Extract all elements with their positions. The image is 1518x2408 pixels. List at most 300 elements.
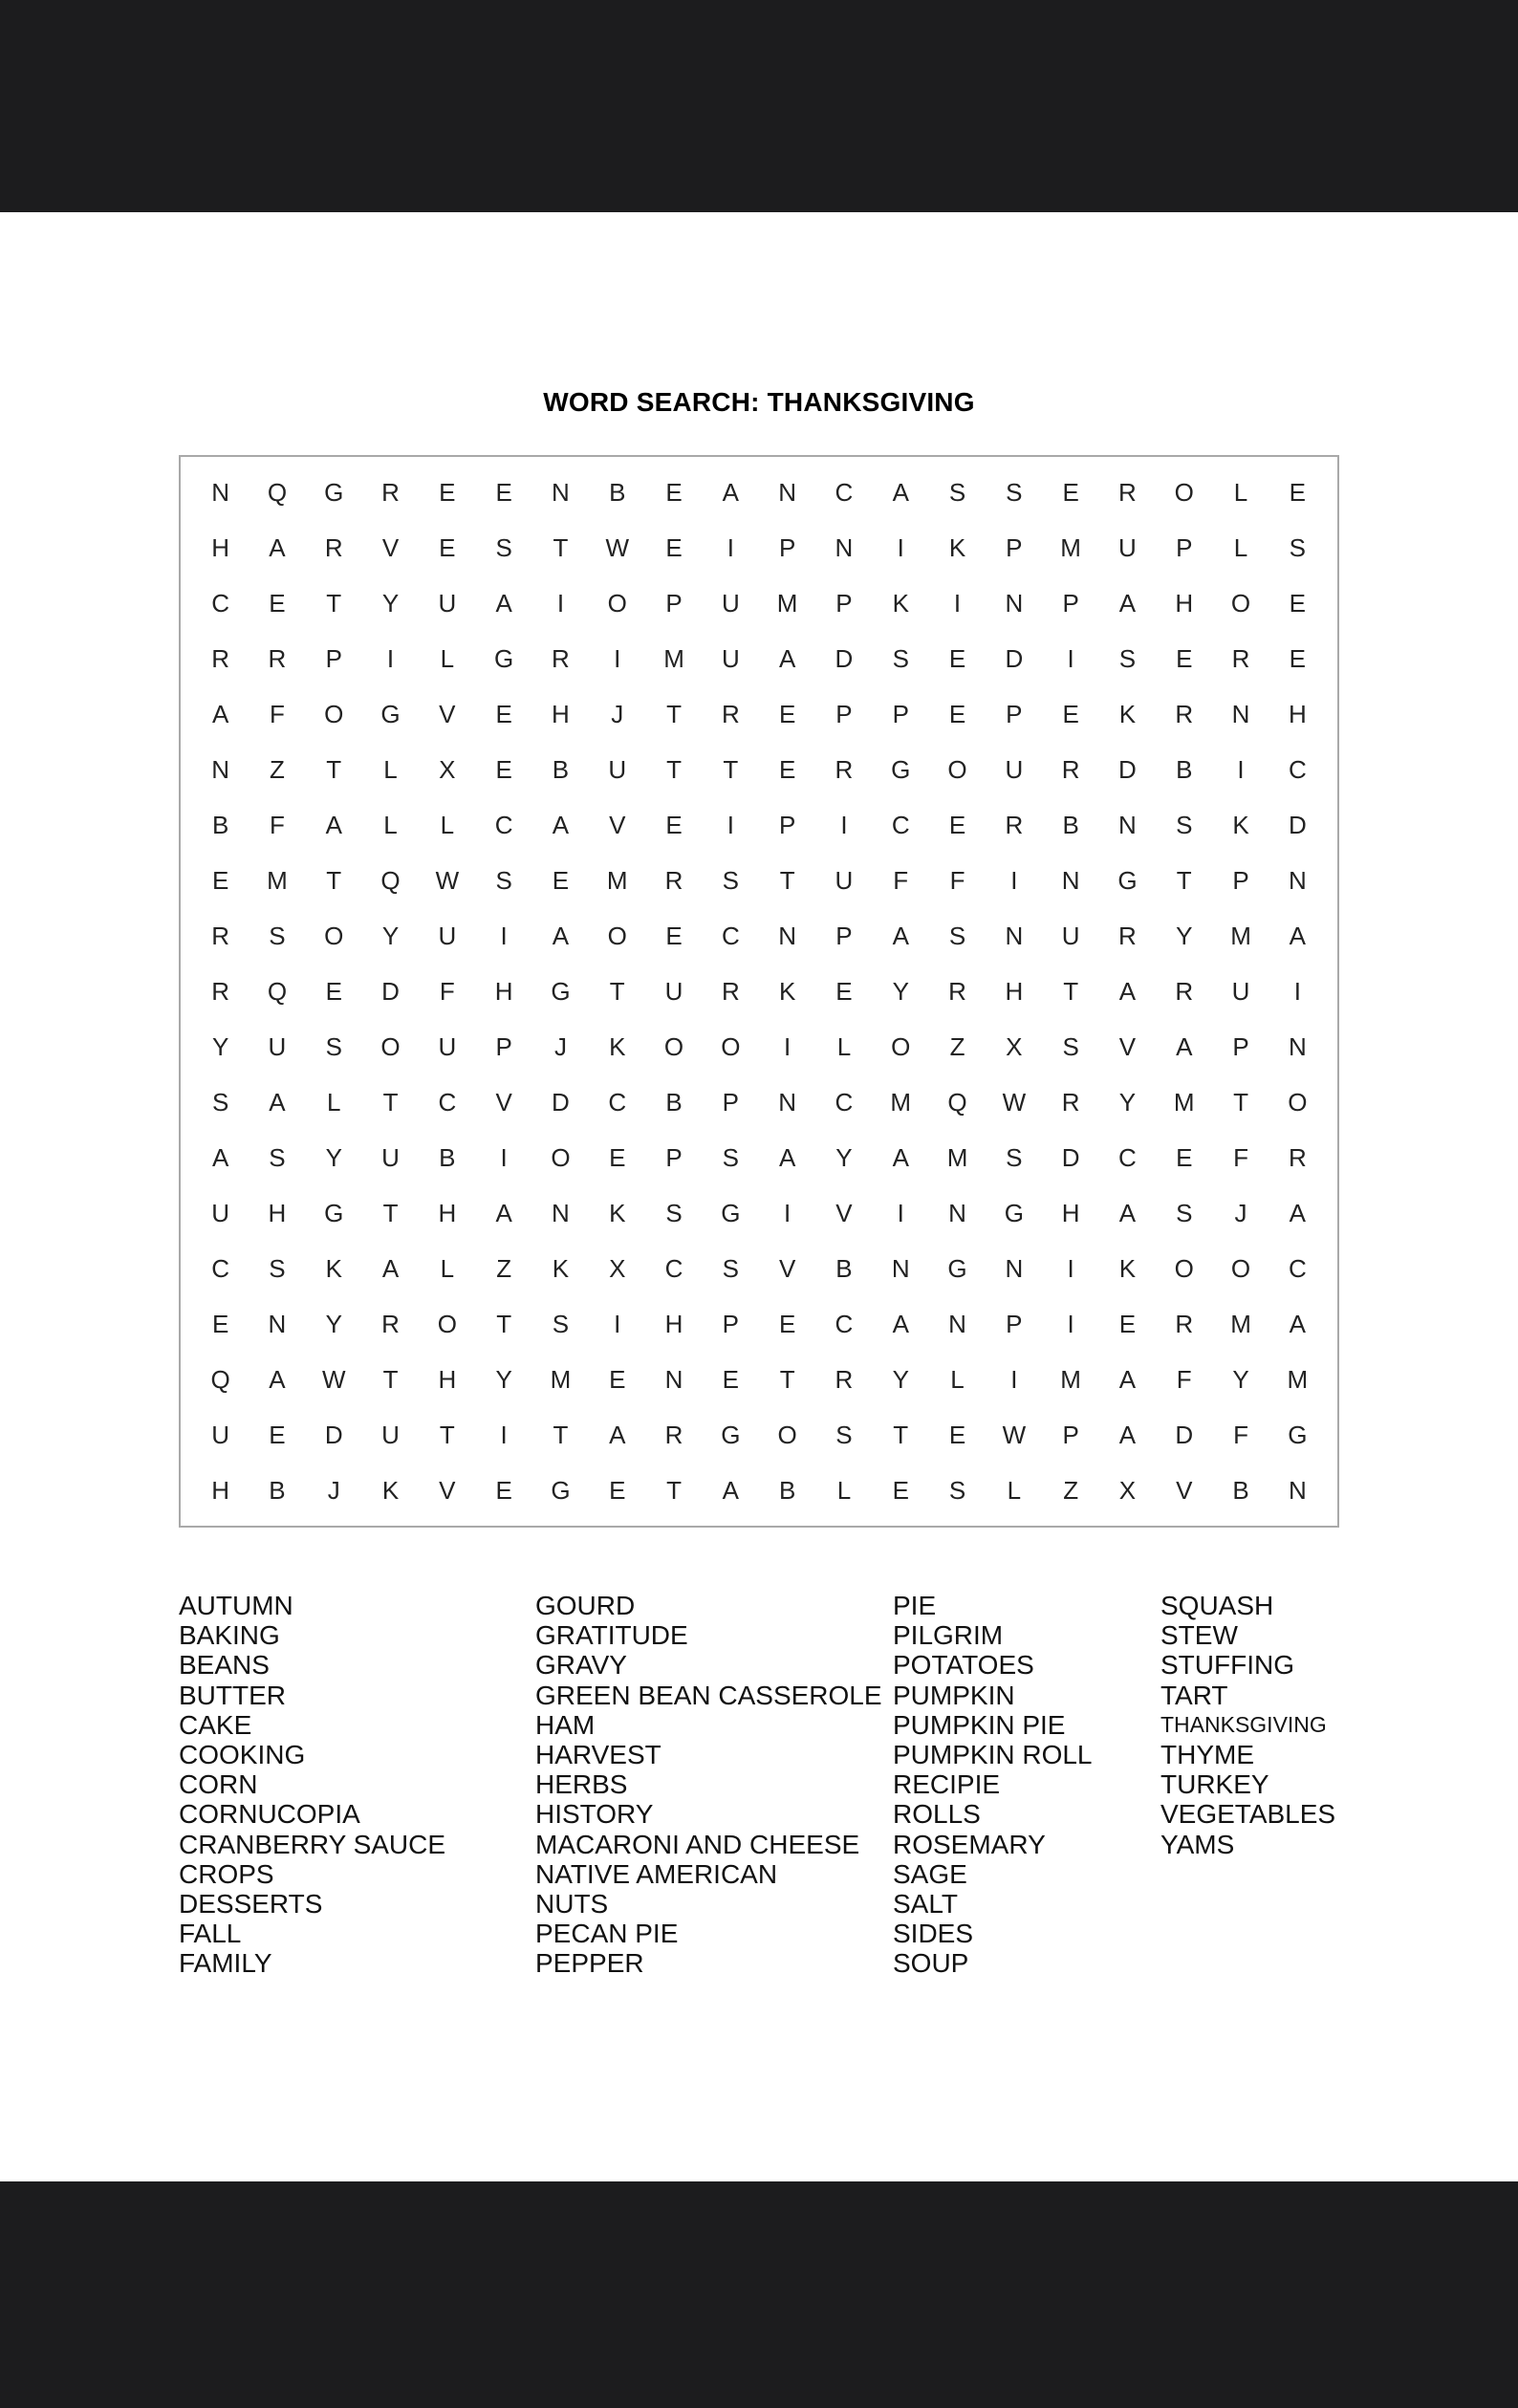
word-list-item: BEANS [179,1650,270,1681]
grid-letter: H [211,532,230,562]
grid-letter: S [269,1142,286,1172]
grid-letter: W [321,1364,346,1394]
grid-letter: M [663,643,684,673]
grid-letter: P [1232,1031,1249,1061]
grid-letter: R [721,699,740,728]
grid-letter: U [1005,754,1024,784]
grid-letter: G [551,1475,571,1505]
grid-letter: O [1230,1253,1251,1283]
grid-letter: R [211,643,230,673]
grid-letter: Y [892,976,909,1006]
grid-letter: I [1010,865,1018,895]
grid-letter: E [211,1309,229,1338]
grid-letter: T [496,1309,512,1338]
grid-letter: C [211,1253,230,1283]
word-list-item: SQUASH [1160,1591,1274,1620]
grid-letter: Z [949,1031,965,1061]
grid-letter: E [948,810,966,839]
grid-letter: U [268,1031,287,1061]
grid-letter: N [778,477,797,507]
grid-letter: R [381,1309,400,1338]
word-column-2 [535,1591,882,1979]
word-list-item: TART [1160,1680,1228,1710]
grid-letter: N [835,532,854,562]
grid-letter: N [1061,865,1080,895]
grid-letter: D [835,643,854,673]
grid-letter: U [721,588,740,618]
grid-letter: L [1233,477,1248,507]
grid-letter: R [835,1364,854,1394]
grid-letter: I [953,588,962,618]
grid-letter: R [552,643,570,673]
grid-letter: M [776,588,798,618]
word-list-item: PILGRIM [893,1620,1004,1651]
grid-letter: V [609,810,626,839]
grid-letter: N [1288,1031,1307,1061]
word-list-item: BUTTER [179,1680,286,1710]
grid-letter: E [835,976,853,1006]
grid-letter: X [1006,1031,1023,1061]
word-list-item: PUMPKIN [893,1680,1015,1710]
grid-letter: N [948,1198,966,1227]
bottom-black-bar [0,2181,1518,2408]
grid-letter: M [890,1087,912,1117]
grid-letter: N [268,1309,287,1338]
word-list-item: MACARONI AND CHEESE [535,1829,860,1859]
grid-letter: Q [947,1087,967,1117]
grid-letter: E [1289,643,1306,673]
word-list-item: ROSEMARY [893,1829,1046,1859]
grid-letter: Q [380,865,401,895]
grid-letter: P [892,699,909,728]
grid-letter: G [1288,1420,1308,1449]
grid-letter: P [835,699,853,728]
grid-letter: H [664,1309,683,1338]
grid-letter: T [382,1364,399,1394]
grid-letter: S [552,1309,570,1338]
grid-letter: N [1118,810,1137,839]
grid-letter: X [439,754,456,784]
word-list-item: CORNUCOPIA [179,1799,360,1830]
grid-letter: A [1118,976,1137,1006]
grid-letter: F [893,865,909,895]
grid-letter: R [721,976,740,1006]
grid-letter: S [948,1475,966,1505]
grid-letter: S [1176,1198,1193,1227]
grid-letter: H [438,1198,457,1227]
grid-letter: L [440,1253,455,1283]
grid-letter: S [948,921,966,950]
grid-letter: I [1067,643,1074,673]
grid-letter: O [1230,588,1251,618]
word-list-item: SAGE [893,1858,967,1889]
word-list-item: STUFFING [1160,1650,1294,1681]
grid-letter: M [1060,1364,1081,1394]
grid-letter: C [835,1087,854,1117]
word-list-item: CROPS [179,1858,274,1889]
grid-letter: O [1288,1087,1308,1117]
grid-letter: L [440,810,455,839]
grid-letter: R [211,976,230,1006]
word-column-1 [179,1591,445,1979]
grid-letter: E [552,865,570,895]
grid-letter: T [1176,865,1192,895]
word-list-item: FALL [179,1919,242,1949]
grid-letter: S [722,1253,739,1283]
grid-letter: I [726,532,734,562]
grid-letter: I [1293,976,1301,1006]
grid-letter: P [665,588,683,618]
grid-letter: R [1118,477,1137,507]
grid-letter: T [723,754,739,784]
grid-letter: O [380,1031,401,1061]
grid-letter: N [211,754,230,784]
grid-letter: C [835,477,854,507]
grid-letter: E [325,976,342,1006]
grid-letter: B [665,1087,683,1117]
grid-letter: C [1288,754,1307,784]
grid-letter: A [269,532,286,562]
grid-letter: Y [495,1364,512,1394]
grid-letter: T [666,699,682,728]
grid-letter: C [721,921,740,950]
grid-letter: E [778,699,796,728]
grid-letter: T [609,976,625,1006]
grid-letter: P [722,1309,739,1338]
grid-letter: A [892,921,909,950]
word-list-item: RECIPIE [893,1769,1001,1800]
grid-letter: M [1060,532,1081,562]
grid-letter: N [778,1087,797,1117]
grid-letter: R [1175,976,1194,1006]
word-list-item: TURKEY [1160,1769,1269,1800]
grid-letter: E [778,1309,796,1338]
grid-letter: A [269,1364,286,1394]
grid-letter: H [268,1198,287,1227]
grid-letter: V [439,699,456,728]
grid-letter: E [609,1364,626,1394]
grid-letter: H [211,1475,230,1505]
grid-letter: E [948,1420,966,1449]
grid-letter: A [892,1309,909,1338]
grid-letter: R [381,477,400,507]
grid-letter: E [211,865,229,895]
grid-letter: N [552,1198,570,1227]
word-list-item: THYME [1160,1740,1254,1770]
grid-letter: E [665,921,683,950]
grid-letter: I [500,921,508,950]
letter-grid [192,465,1326,1518]
grid-letter: S [948,477,966,507]
grid-letter: R [268,643,287,673]
grid-letter: W [605,532,630,562]
grid-letter: V [778,1253,796,1283]
grid-letter: S [495,532,512,562]
grid-letter: I [897,1198,904,1227]
grid-letter: W [1002,1420,1027,1449]
grid-letter: D [1288,810,1307,839]
grid-letter: M [1230,921,1251,950]
grid-letter: S [495,865,512,895]
grid-letter: R [1118,921,1137,950]
grid-letter: E [495,699,512,728]
grid-letter: P [778,810,796,839]
grid-letter: U [835,865,854,895]
grid-letter: I [614,643,621,673]
grid-letter: E [1176,643,1193,673]
grid-letter: Y [325,1309,342,1338]
grid-letter: G [721,1420,741,1449]
grid-letter: C [1118,1142,1137,1172]
word-list-item: THANKSGIVING [1160,1711,1327,1737]
grid-letter: B [552,754,570,784]
grid-letter: D [552,1087,570,1117]
grid-letter: G [891,754,911,784]
grid-letter: M [946,1142,968,1172]
grid-letter: J [1234,1198,1247,1227]
grid-letter: V [381,532,400,562]
grid-letter: Q [210,1364,230,1394]
grid-letter: S [1006,1142,1023,1172]
grid-letter: H [1005,976,1024,1006]
grid-letter: E [495,1475,512,1505]
grid-letter: T [666,754,682,784]
grid-letter: B [269,1475,286,1505]
grid-letter: S [1006,477,1023,507]
grid-letter: E [609,1142,626,1172]
grid-letter: N [1005,1253,1024,1283]
grid-letter: G [1117,865,1138,895]
grid-letter: R [324,532,343,562]
grid-letter: I [784,1198,792,1227]
grid-letter: K [948,532,966,562]
grid-letter: E [665,477,683,507]
grid-letter: P [778,532,796,562]
grid-letter: T [1063,976,1079,1006]
word-list-item: NUTS [535,1889,609,1920]
grid-letter: D [1061,1142,1080,1172]
grid-letter: E [665,532,683,562]
grid-letter: U [438,588,457,618]
grid-letter: A [892,1142,909,1172]
grid-letter: S [722,1142,739,1172]
word-list-item: SOUP [893,1948,969,1979]
grid-letter: L [836,1031,852,1061]
top-black-bar [0,0,1518,212]
grid-letter: P [1006,699,1023,728]
grid-letter: E [948,643,966,673]
grid-letter: A [552,810,570,839]
grid-letter: N [1288,1475,1307,1505]
grid-letter: L [1007,1475,1022,1505]
grid-letter: E [948,699,966,728]
grid-letter: P [1232,865,1249,895]
grid-letter: I [840,810,848,839]
grid-letter: U [381,1420,400,1449]
word-search-grid [179,455,1339,1528]
grid-letter: N [891,1253,910,1283]
grid-letter: Y [1176,921,1193,950]
word-list-item: YAMS [1160,1829,1235,1859]
grid-letter: A [552,921,570,950]
grid-letter: O [777,1420,797,1449]
grid-letter: B [1176,754,1193,784]
grid-letter: R [1288,1142,1307,1172]
grid-letter: D [1005,643,1024,673]
grid-letter: K [1232,810,1249,839]
grid-letter: K [552,1253,570,1283]
grid-letter: T [779,865,795,895]
grid-letter: U [438,921,457,950]
grid-letter: O [607,588,627,618]
word-list-item: SIDES [893,1919,974,1949]
grid-letter: G [380,699,401,728]
grid-letter: S [1118,643,1137,673]
grid-letter: T [382,1198,399,1227]
grid-letter: T [382,1087,399,1117]
grid-letter: R [1061,1087,1080,1117]
grid-letter: C [211,588,230,618]
grid-letter: X [1118,1475,1137,1505]
grid-letter: T [326,865,342,895]
grid-letter: E [892,1475,909,1505]
grid-letter: S [269,921,286,950]
word-list-item: BAKING [179,1620,280,1651]
grid-letter: A [325,810,342,839]
grid-letter: G [721,1198,741,1227]
word-list-item: POTATOES [893,1650,1034,1681]
grid-letter: E [269,588,286,618]
grid-letter: P [835,588,853,618]
word-list-item: CAKE [179,1709,252,1740]
grid-letter: M [267,865,288,895]
word-list-item: HARVEST [535,1740,661,1770]
grid-letter: W [1002,1087,1027,1117]
grid-letter: V [1176,1475,1193,1505]
grid-letter: J [553,1031,567,1061]
grid-letter: S [835,1420,853,1449]
grid-letter: E [1176,1142,1193,1172]
grid-letter: C [494,810,513,839]
grid-letter: A [1118,1420,1137,1449]
grid-letter: N [1005,921,1024,950]
grid-letter: D [1118,754,1137,784]
grid-letter: N [664,1364,683,1394]
grid-letter: R [664,865,683,895]
grid-letter: E [495,477,512,507]
grid-letter: B [439,1142,456,1172]
grid-letter: R [664,1420,683,1449]
grid-letter: K [609,1198,626,1227]
grid-letter: O [1174,477,1194,507]
word-list-item: ROLLS [893,1799,981,1830]
grid-letter: F [270,699,285,728]
grid-letter: P [722,1087,739,1117]
grid-letter: I [500,1142,508,1172]
grid-letter: Y [381,588,400,618]
grid-letter: P [1062,1420,1079,1449]
grid-letter: N [948,1309,966,1338]
grid-letter: T [893,1420,909,1449]
grid-letter: L [327,1087,341,1117]
grid-letter: A [778,643,796,673]
grid-letter: H [494,976,513,1006]
grid-letter: T [553,1420,569,1449]
grid-letter: G [551,976,571,1006]
grid-letter: F [1176,1364,1192,1394]
grid-letter: B [609,477,626,507]
grid-letter: G [324,477,344,507]
grid-letter: I [897,532,904,562]
grid-letter: E [1062,699,1079,728]
grid-letter: K [1118,1253,1137,1283]
grid-letter: T [326,588,342,618]
grid-letter: T [779,1364,795,1394]
grid-letter: U [664,976,683,1006]
grid-letter: Y [835,1142,853,1172]
grid-letter: A [1118,1198,1137,1227]
grid-letter: Z [1063,1475,1079,1505]
grid-letter: Y [325,1142,342,1172]
grid-letter: H [1061,1198,1080,1227]
grid-letter: K [1118,699,1137,728]
grid-letter: B [211,810,229,839]
grid-letter: S [325,1031,342,1061]
grid-letter: K [609,1031,626,1061]
word-list-item: GRATITUDE [535,1620,688,1651]
grid-letter: P [325,643,342,673]
grid-letter: L [383,810,398,839]
grid-letter: S [211,1087,229,1117]
grid-letter: H [552,699,570,728]
grid-letter: U [1061,921,1080,950]
grid-letter: S [1062,1031,1079,1061]
word-list-item: FAMILY [179,1948,272,1979]
grid-letter: A [892,477,909,507]
grid-letter: L [836,1475,852,1505]
grid-letter: E [439,477,456,507]
grid-letter: A [1289,921,1306,950]
grid-letter: R [835,754,854,784]
grid-letter: Y [381,921,400,950]
word-list-item: DESSERTS [179,1889,323,1920]
grid-letter: T [439,1420,455,1449]
grid-letter: N [1005,588,1024,618]
grid-letter: F [1233,1142,1248,1172]
grid-letter: A [1289,1198,1306,1227]
word-list-item: NATIVE AMERICAN [535,1858,778,1889]
grid-letter: S [722,865,739,895]
grid-letter: S [269,1253,286,1283]
grid-letter: C [608,1087,627,1117]
grid-letter: P [1176,532,1193,562]
grid-letter: L [440,643,455,673]
grid-letter: V [835,1198,853,1227]
grid-letter: A [1118,1364,1137,1394]
grid-letter: M [606,865,628,895]
grid-letter: H [1175,588,1194,618]
grid-letter: A [778,1142,796,1172]
grid-letter: D [381,976,400,1006]
grid-letter: I [784,1031,792,1061]
grid-letter: N [211,477,230,507]
grid-letter: A [381,1253,400,1283]
grid-letter: P [495,1031,512,1061]
grid-letter: U [1231,976,1250,1006]
grid-letter: B [1232,1475,1249,1505]
word-list-item: VEGETABLES [1160,1799,1336,1830]
grid-letter: O [947,754,967,784]
